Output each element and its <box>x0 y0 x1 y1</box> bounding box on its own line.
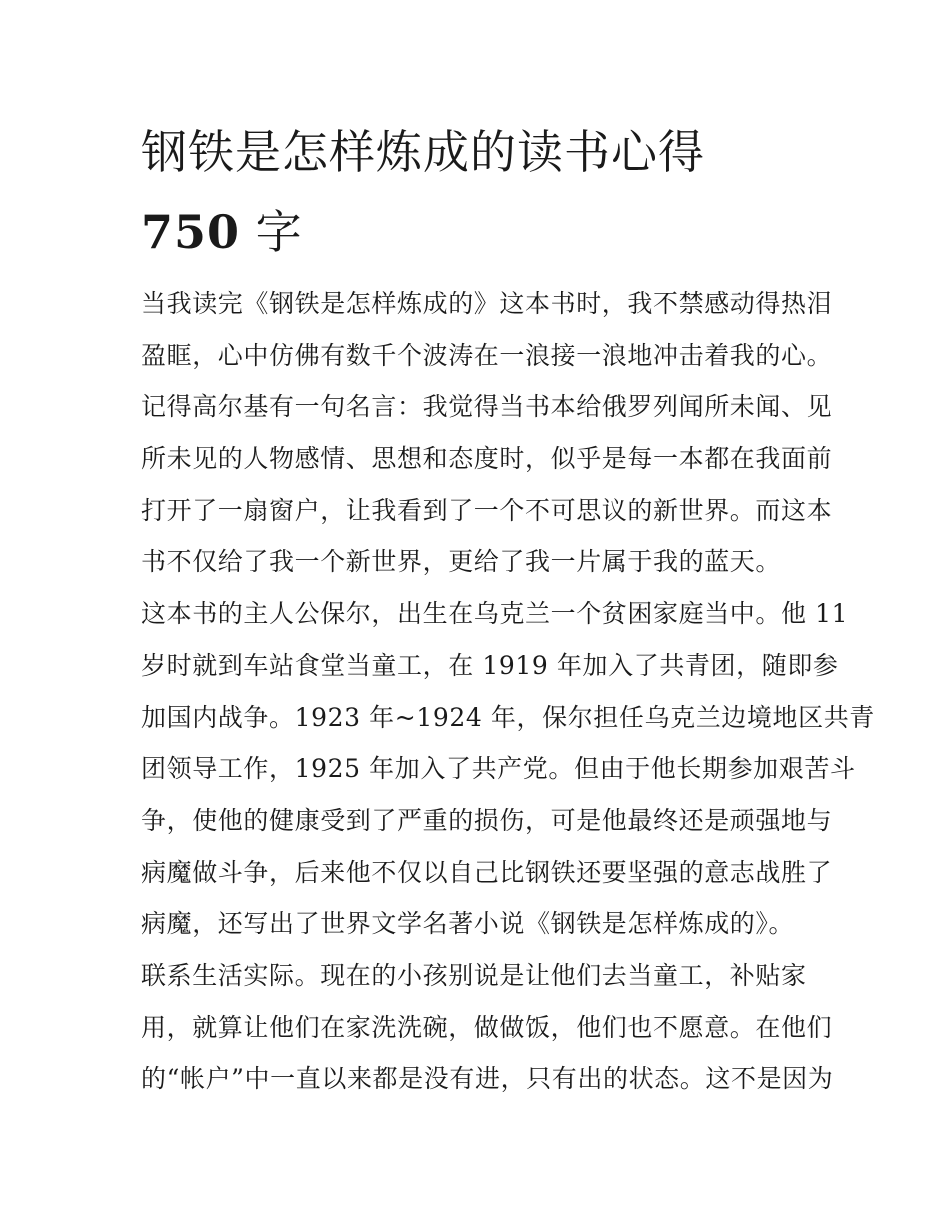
text-line: 联系生活实际。现在的小孩别说是让他们去当童工，补贴家 <box>141 960 807 990</box>
text-line: 所未见的人物感情、思想和态度时，似乎是每一本都在我面前 <box>141 444 833 474</box>
title-line-1: 钢铁是怎样炼成的读书心得 <box>141 125 705 179</box>
text-line: 盈眶，心中仿佛有数千个波涛在一浪接一浪地冲击着我的心。 <box>141 340 833 370</box>
text-line: 当我读完《钢铁是怎样炼成的》这本书时，我不禁感动得热泪 <box>141 289 833 318</box>
text-line: 书不仅给了我一个新世界，更给了我一片属于我的蓝天。 <box>141 547 782 577</box>
text-line: 病魔，还写出了世界文学名著小说《钢铁是怎样炼成的》。 <box>141 909 795 939</box>
text-line: 这本书的主人公保尔，出生在乌克兰一个贫困家庭当中。他 11 <box>141 599 849 629</box>
text-line: 用，就算让他们在家洗洗碗，做做饭，他们也不愿意。在他们 <box>141 1012 833 1042</box>
text-line: 加国内战争。1923 年~1924 年，保尔担任乌克兰边境地区共青 <box>141 702 875 732</box>
text-line: 病魔做斗争，后来他不仅以自己比钢铁还要坚强的意志战胜了 <box>141 857 833 887</box>
body-text <box>141 278 875 1105</box>
text-line: 的“帐户”中一直以来都是没有进，只有出的状态。这不是因为 <box>141 1064 834 1094</box>
text-line: 团领导工作，1925 年加入了共产党。但由于他长期参加艰苦斗 <box>141 754 856 784</box>
document-page <box>141 112 875 1105</box>
text-line: 岁时就到车站食堂当童工，在 1919 年加入了共青团，随即参 <box>141 650 839 680</box>
title-line-2 <box>141 192 813 272</box>
title-number: 750 <box>141 205 241 259</box>
title-suffix: 字 <box>240 205 303 259</box>
text-line: 记得高尔基有一句名言：我觉得当书本给俄罗列闻所未闻、见 <box>141 392 833 422</box>
text-line: 打开了一扇窗户，让我看到了一个不可思议的新世界。而这本 <box>141 495 833 525</box>
text-line: 争，使他的健康受到了严重的损伤，可是他最终还是顽强地与 <box>141 805 833 835</box>
document-title <box>141 112 813 272</box>
